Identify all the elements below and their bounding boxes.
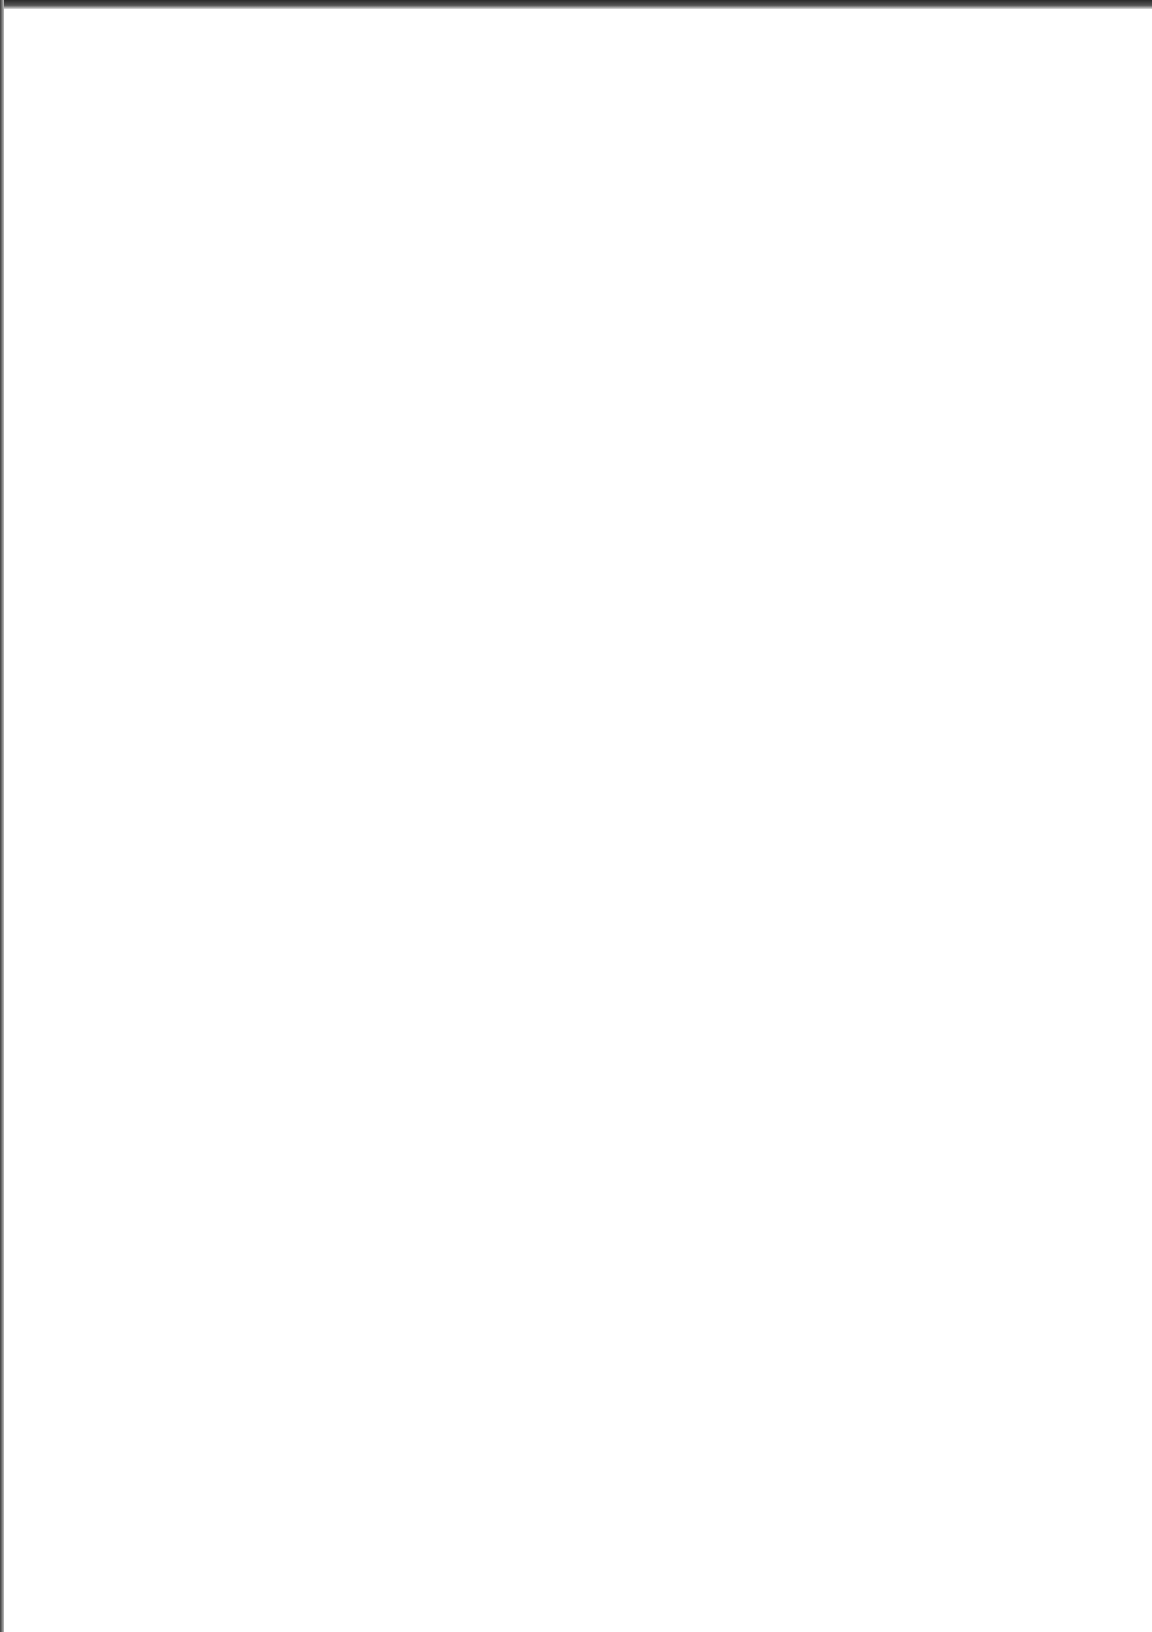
scan-edge-top	[0, 0, 1152, 9]
document-page	[147, 113, 980, 149]
scan-edge-left	[0, 0, 4, 1632]
